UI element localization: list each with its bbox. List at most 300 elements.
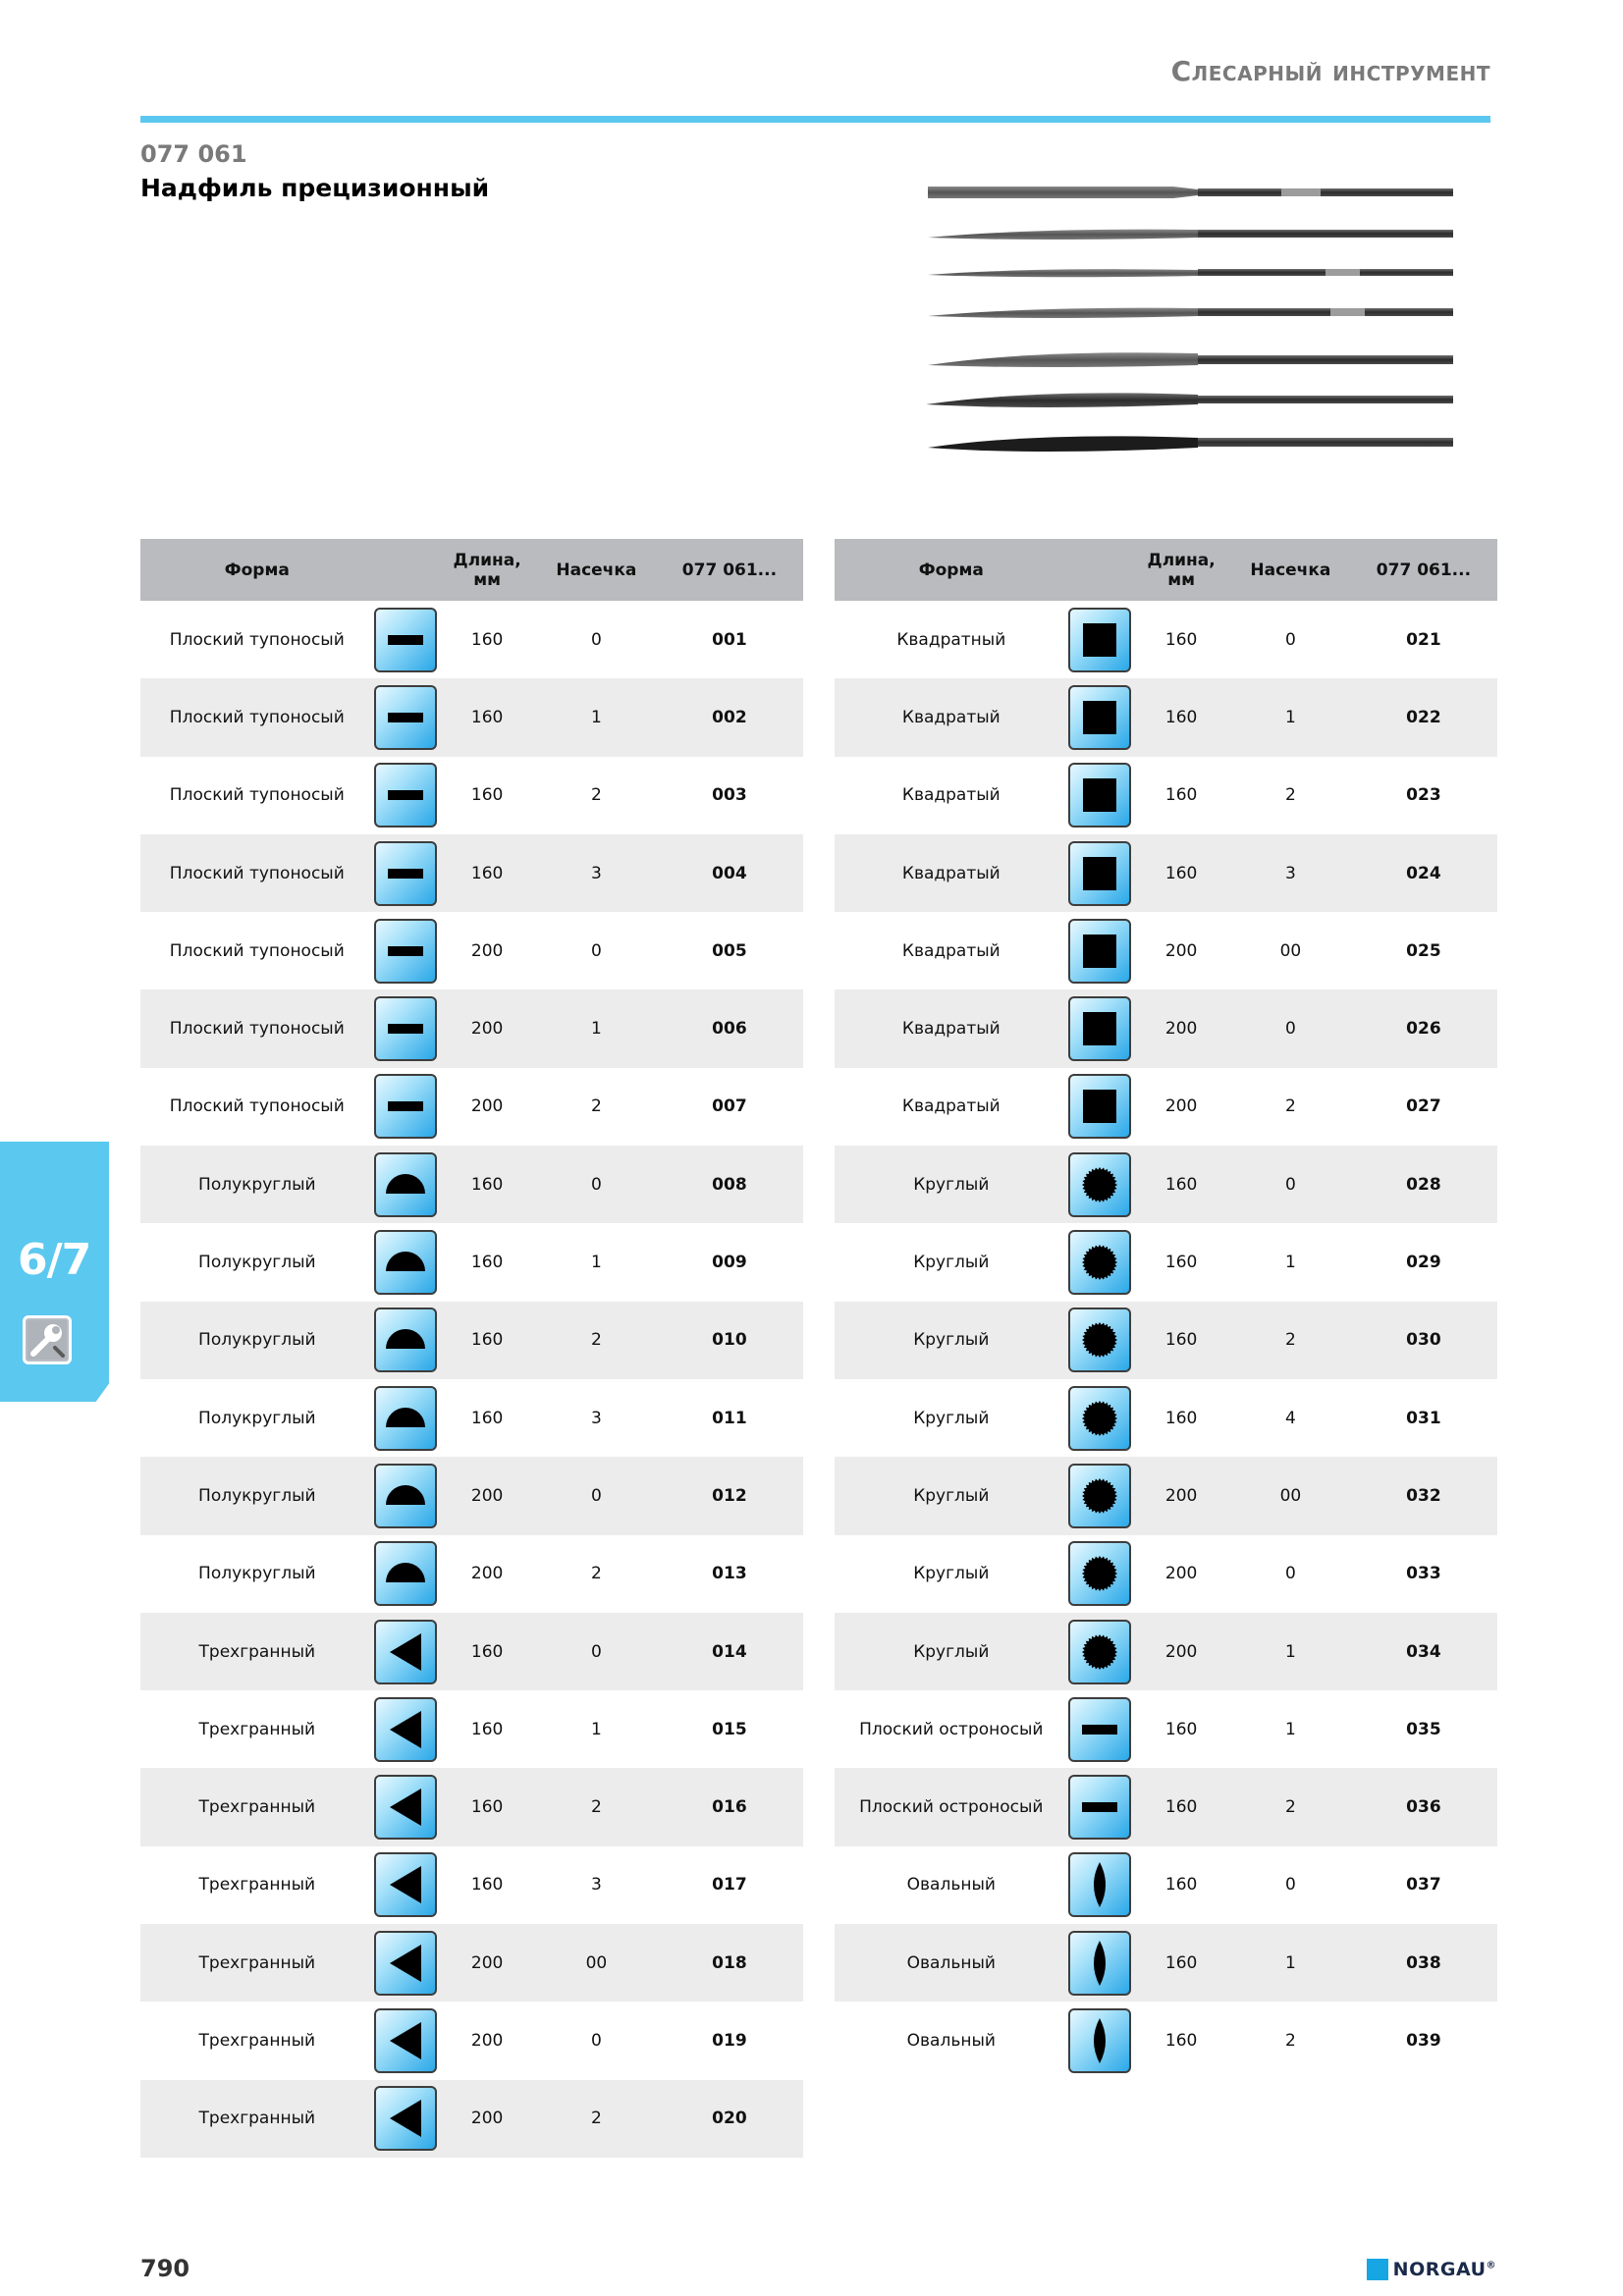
form-name: Полукруглый [140,1146,374,1223]
brand-logo [1367,2259,1496,2280]
form-name: Полукруглый [198,1253,316,1273]
table-row [140,678,803,756]
flat-icon [374,608,437,672]
length-value: 160 [1164,1408,1198,1428]
shape-cell [374,1846,438,1924]
round-icon [1068,1620,1131,1684]
form-name: Плоский тупоносый [169,940,345,961]
length-value: 160 [437,1302,537,1379]
shape-cell [374,1768,438,1845]
triangle-icon [374,1620,437,1684]
shape-cell [1068,1379,1132,1457]
half-round-icon [374,1308,437,1372]
cut-value: 1 [1231,1924,1350,2002]
length-value: 160 [1164,1253,1198,1273]
triangle-icon [374,2086,437,2151]
article-number: 037 [1406,1875,1441,1896]
table-row [835,1846,1497,1924]
article-number: 015 [712,1719,747,1739]
article-number: 016 [656,1768,803,1845]
shape-cell [374,1535,438,1613]
half-round-icon [374,1386,437,1451]
cut-value: 2 [1284,785,1296,806]
form-name: Плоский тупоносый [169,1096,345,1117]
square-icon [1068,919,1131,984]
form-name: Плоский тупоносый [140,989,374,1067]
table-row [140,1535,803,1613]
round-icon [1068,1152,1131,1217]
table-row [835,757,1497,834]
length-value: 200 [470,2030,504,2051]
cut-value: 3 [590,1408,602,1428]
cut-value: 3 [1231,834,1350,912]
article-number: 032 [1350,1457,1497,1534]
cut-value: 00 [537,1924,656,2002]
length-value: 200 [437,1457,537,1534]
shape-cell [1068,834,1132,912]
triangle-icon [374,1852,437,1917]
form-name: Квадратный [896,629,1006,650]
cut-value: 00 [1231,1457,1350,1534]
article-number: 007 [712,1096,747,1117]
table-header-row [835,539,1497,601]
article-number: 029 [1406,1253,1441,1273]
form-name: Квадратый [901,785,1001,806]
form-name: Трехгранный [140,2080,374,2158]
form-name: Полукруглый [198,1564,316,1584]
table-row [835,2002,1497,2079]
length-value: 200 [437,989,537,1067]
shape-cell [1068,1302,1132,1379]
form-name: Круглый [835,1146,1068,1223]
length-value: 160 [1131,1924,1231,2002]
header-rule [140,116,1490,123]
flat-icon [374,685,437,750]
form-name: Овальный [906,1875,996,1896]
cut-value: 2 [537,2080,656,2158]
cut-value: 1 [590,1719,602,1739]
table-row [835,1379,1497,1457]
square-icon [1068,685,1131,750]
article-number: 019 [712,2030,747,2051]
shape-cell [374,678,438,756]
form-name: Круглый [835,1613,1068,1690]
round-icon [1068,1230,1131,1295]
form-name: Трехгранный [198,2030,316,2051]
cut-value: 2 [537,1768,656,1845]
shape-cell [374,1068,438,1146]
length-value: 160 [1164,2030,1198,2051]
table-row [835,1223,1497,1301]
header-length: Длина, мм [1131,539,1231,601]
length-value: 160 [1131,1146,1231,1223]
flat-icon [374,763,437,828]
shape-cell [374,2080,438,2158]
square-icon [1068,996,1131,1061]
length-value: 200 [1164,1096,1198,1117]
article-number: 003 [712,785,747,806]
spec-table-right [835,539,1497,2080]
shape-cell [1068,1146,1132,1223]
file-triangle [926,393,1453,407]
length-value: 200 [470,940,504,961]
header-form: Форма [140,539,374,601]
triangle-icon [374,2008,437,2073]
shape-cell [1068,912,1132,989]
form-name: Плоский остроносый [835,1768,1068,1845]
form-name: Плоский остроносый [859,1719,1044,1739]
shape-cell [1068,1223,1132,1301]
length-value: 160 [1164,1875,1198,1896]
cut-value: 2 [1231,1302,1350,1379]
shape-cell [374,1302,438,1379]
article-number: 034 [1350,1613,1497,1690]
article-number: 039 [1406,2030,1441,2051]
form-name: Трехгранный [140,1613,374,1690]
table-row [140,2002,803,2079]
cut-value: 2 [1231,1768,1350,1845]
round-icon [1068,1386,1131,1451]
shape-cell [1068,1535,1132,1613]
header-article: 077 061... [656,539,803,601]
shape-cell [1068,601,1132,678]
header-cut: Насечка [1231,539,1350,601]
table-header-row [140,539,803,601]
form-name: Квадратый [901,1096,1001,1117]
brand-name: NORGAU® [1392,2259,1496,2280]
table-row [835,601,1497,678]
table-row [835,1457,1497,1534]
table-row [140,989,803,1067]
table-row [835,678,1497,756]
square-icon [1068,608,1131,672]
table-row [140,1223,803,1301]
table-row [140,2080,803,2158]
cut-value: 2 [1284,2030,1296,2051]
cut-value: 1 [537,678,656,756]
flat-icon [1068,1775,1131,1840]
shape-cell [374,912,438,989]
article-number: 021 [1406,629,1441,650]
cut-value: 0 [537,1457,656,1534]
table-row [835,1302,1497,1379]
length-value: 200 [1131,1613,1231,1690]
shape-cell [374,1379,438,1457]
article-number: 038 [1350,1924,1497,2002]
article-number: 028 [1350,1146,1497,1223]
table-row [140,1302,803,1379]
header-article: 077 061... [1350,539,1497,601]
form-name: Трехгранный [198,1875,316,1896]
flat-icon [374,919,437,984]
length-value: 160 [437,1768,537,1845]
shape-cell [374,757,438,834]
shape-cell [1068,757,1132,834]
table-row [140,912,803,989]
cut-value: 0 [1231,989,1350,1067]
header-shape [1068,539,1132,601]
form-name: Круглый [913,1408,990,1428]
cut-value: 0 [537,1146,656,1223]
form-name: Круглый [913,1253,990,1273]
cut-value: 2 [537,1302,656,1379]
table-row [835,1535,1497,1613]
article-number: 025 [1406,940,1441,961]
cut-value: 2 [590,1096,602,1117]
form-name: Квадратый [835,834,1068,912]
length-value: 160 [470,629,504,650]
form-name: Трехгранный [140,1768,374,1845]
cut-value: 0 [590,2030,602,2051]
form-name: Плоский тупоносый [140,834,374,912]
form-name: Полукруглый [140,1457,374,1534]
table-row [140,834,803,912]
form-name: Плоский тупоносый [140,678,374,756]
section-title: Слесарный инструмент [1170,55,1490,87]
cut-value: 0 [1284,1564,1296,1584]
cut-value: 0 [590,940,602,961]
form-name: Плоский тупоносый [169,629,345,650]
form-name: Трехгранный [198,1719,316,1739]
shape-cell [374,1924,438,2002]
cut-value: 0 [590,629,602,650]
table-row [140,1846,803,1924]
cut-value: 1 [1284,1253,1296,1273]
shape-cell [1068,1068,1132,1146]
form-name: Трехгранный [140,1924,374,2002]
shape-cell [1068,1768,1132,1845]
table-row [835,1146,1497,1223]
shape-cell [374,834,438,912]
cut-value: 1 [1231,678,1350,756]
shape-cell [374,1146,438,1223]
cut-value: 4 [1284,1408,1296,1428]
length-value: 160 [437,1613,537,1690]
article-number: 024 [1350,834,1497,912]
length-value: 160 [1131,678,1231,756]
article-number: 010 [656,1302,803,1379]
product-title: Надфиль прецизионный [140,174,490,202]
length-value: 200 [437,1924,537,2002]
shape-cell [374,601,438,678]
cut-value: 0 [1284,629,1296,650]
shape-cell [1068,1924,1132,2002]
cut-value: 1 [1284,1719,1296,1739]
length-value: 200 [1131,989,1231,1067]
cut-value: 1 [1231,1613,1350,1690]
article-number: 014 [656,1613,803,1690]
table-row [140,1379,803,1457]
header-form: Форма [835,539,1068,601]
length-value: 160 [437,834,537,912]
table-row [835,1068,1497,1146]
cut-value: 3 [537,834,656,912]
shape-cell [1068,2002,1132,2079]
article-number: 022 [1350,678,1497,756]
shape-cell [374,1613,438,1690]
article-number: 005 [712,940,747,961]
article-number: 012 [656,1457,803,1534]
form-name: Квадратый [835,678,1068,756]
form-name: Круглый [835,1457,1068,1534]
shape-cell [1068,1690,1132,1768]
article-number: 008 [656,1146,803,1223]
flat-icon [1068,1697,1131,1762]
length-value: 160 [470,1719,504,1739]
article-code: 077 061 [140,140,247,168]
length-value: 160 [1131,834,1231,912]
length-value: 200 [1164,1564,1198,1584]
cut-value: 2 [590,785,602,806]
flat-icon [374,841,437,906]
length-value: 160 [1164,629,1198,650]
shape-cell [1068,1613,1132,1690]
section-tab-label: 6/7 [18,1235,91,1285]
cut-value: 1 [537,989,656,1067]
table-row [835,1690,1497,1768]
article-number: 035 [1406,1719,1441,1739]
article-number: 002 [656,678,803,756]
shape-cell [1068,989,1132,1067]
length-value: 160 [1164,785,1198,806]
table-row [835,834,1497,912]
round-icon [1068,1541,1131,1606]
article-number: 026 [1350,989,1497,1067]
cut-value: 3 [590,1875,602,1896]
length-value: 160 [437,1146,537,1223]
length-value: 200 [437,2080,537,2158]
cut-value: 00 [1279,940,1302,961]
cut-value: 0 [1231,1146,1350,1223]
oval-icon [1068,1852,1131,1917]
article-number: 030 [1350,1302,1497,1379]
table-row [140,1457,803,1534]
wrench-icon [23,1315,72,1364]
half-round-icon [374,1152,437,1217]
article-number: 036 [1350,1768,1497,1845]
article-number: 018 [656,1924,803,2002]
flat-icon [374,996,437,1061]
length-value: 160 [470,1408,504,1428]
shape-cell [374,1223,438,1301]
length-value: 200 [470,1096,504,1117]
needle-files-image [918,177,1468,471]
file-flat [928,187,1453,198]
form-name: Овальный [906,2030,996,2051]
cut-value: 0 [537,1613,656,1690]
article-number: 017 [712,1875,747,1896]
article-number: 001 [712,629,747,650]
table-row [140,1690,803,1768]
table-row [835,1924,1497,2002]
length-value: 200 [1131,1457,1231,1534]
article-number: 020 [656,2080,803,2158]
header-length: Длина, мм [437,539,537,601]
table-row [140,1924,803,2002]
cut-value: 1 [590,1253,602,1273]
shape-cell [1068,1846,1132,1924]
oval-icon [1068,1931,1131,1996]
brand-square-icon [1367,2259,1388,2280]
table-row [140,757,803,834]
shape-cell [1068,678,1132,756]
shape-cell [1068,1457,1132,1534]
article-number: 013 [712,1564,747,1584]
form-name: Круглый [835,1302,1068,1379]
length-value: 200 [470,1564,504,1584]
table-row [835,912,1497,989]
page-number: 790 [140,2255,190,2282]
length-value: 160 [1164,1719,1198,1739]
header-shape [374,539,438,601]
length-value: 160 [470,1875,504,1896]
form-name: Квадратый [901,940,1001,961]
cut-value: 0 [1284,1875,1296,1896]
length-value: 160 [470,1253,504,1273]
length-value: 160 [1131,1768,1231,1845]
article-number: 011 [712,1408,747,1428]
shape-cell [374,989,438,1067]
article-number: 033 [1406,1564,1441,1584]
cut-value: 2 [590,1564,602,1584]
table-row [140,1613,803,1690]
square-icon [1068,1074,1131,1139]
form-name: Овальный [835,1924,1068,2002]
table-row [140,1146,803,1223]
square-icon [1068,841,1131,906]
file-square [928,308,1453,318]
article-number: 031 [1406,1408,1441,1428]
header-cut: Насечка [537,539,656,601]
half-round-icon [374,1541,437,1606]
table-row [835,989,1497,1067]
shape-cell [374,1457,438,1534]
file-knife [928,230,1453,240]
article-number: 004 [656,834,803,912]
oval-icon [1068,2008,1131,2073]
table-row [835,1768,1497,1845]
half-round-icon [374,1464,437,1528]
square-icon [1068,763,1131,828]
form-name: Плоский тупоносый [169,785,345,806]
table-row [140,1068,803,1146]
form-name: Полукруглый [198,1408,316,1428]
table-row [140,601,803,678]
triangle-icon [374,1931,437,1996]
form-name: Круглый [913,1564,990,1584]
file-oval [928,436,1453,452]
article-number: 027 [1406,1096,1441,1117]
length-value: 160 [470,785,504,806]
flat-icon [374,1074,437,1139]
spec-table-left [140,539,803,2158]
article-number: 023 [1406,785,1441,806]
half-round-icon [374,1230,437,1295]
table-row [140,1768,803,1845]
triangle-icon [374,1775,437,1840]
shape-cell [374,1690,438,1768]
form-name: Квадратый [835,989,1068,1067]
length-value: 160 [437,678,537,756]
shape-cell [374,2002,438,2079]
round-icon [1068,1464,1131,1528]
round-icon [1068,1308,1131,1372]
file-round [928,269,1453,277]
length-value: 200 [1164,940,1198,961]
article-number: 006 [656,989,803,1067]
cut-value: 2 [1284,1096,1296,1117]
length-value: 160 [1131,1302,1231,1379]
